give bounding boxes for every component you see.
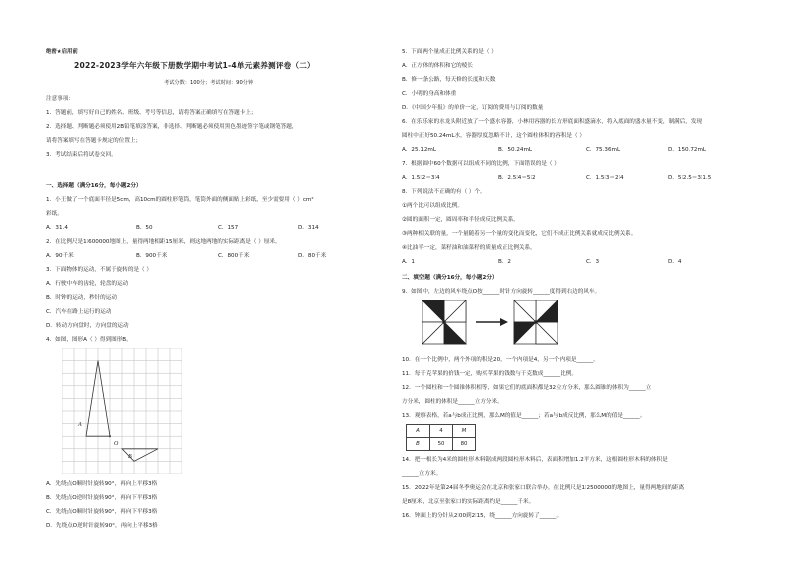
windmill-left [422,300,466,344]
q14-line1: 14．把一根长为4米的圆柱形木料锯成两段圆柱形木料后，表面积增加1.2平方米，这根圆柱形木料的体积是 [402,457,668,463]
q13-table [406,424,476,451]
q8-option-d: D．4 [668,259,682,265]
q8-option-b: B．2 [498,259,511,265]
note-3: 3．考试结束后将试卷交回。 [46,152,117,158]
q2-option-d: D．80千米 [298,253,327,259]
q1-option-a: A．31.4 [46,225,68,231]
exam-page [40,40,754,529]
q3-option-b: B．时钟的运动，秒针的运动 [46,295,117,301]
windmill-right [514,300,558,344]
q15-line2: 是8厘米，北京至张家口的实际距离约是______千米。 [402,499,535,505]
q4-grid-figure [62,348,182,474]
grid-lines [62,348,182,474]
q6-line1: 6．在乐乐家的水龙头附近放了一个盛水容器，小林用容器的长方形底面积盛滴水，将入底面的盛水量不变，制满后，发现 [402,119,703,125]
q7-text: 7．根据圆中60个数据可以组成不同的比例，下面错误的是（ ） [402,161,560,167]
q15-line1: 15．2022年是第24届冬季奥运会在北京和张家口联合举办。在比例尺是1∶2500000的地图上，量得两地间的距离 [402,485,685,491]
q3-option-c: C．汽车在路上运行的运动 [46,309,112,315]
q3-option-a: A．行驶中车的齿轮，轮盘的运动 [46,281,129,287]
q1-line1: 1．小王做了一个底面半径是5cm，高10cm的圆柱形笔筒，笔筒外面的侧面贴上彩纸，至少需要用（ ）cm² [46,197,314,203]
table-cell: 80 [453,438,476,451]
section2-heading: 二、填空题（满分16分，每小题2分） [402,275,498,281]
secret-label: 绝密★启用前 [46,49,78,55]
q2-option-b: B．900千米 [136,253,168,259]
point-o [109,435,111,437]
label-a: A [78,422,82,428]
q5-text: 5．下面两个量成正比例关系的是（ ） [402,49,497,55]
q8-item-3: ③两种相关联的量，一个量随着另一个量的变化而变化，它们不成正比例关系就成反比例关系。 [402,231,637,237]
note-2-line2: 请将答案填写在答题卡规定的位置上； [46,138,142,144]
label-o: O [114,441,119,447]
q2-option-a: A．90千米 [46,253,74,259]
q8-item-1: ①两个比可以组成比例。 [402,203,463,209]
q8-item-4: ④比油半一定，菜籽油和油菜籽的质量成正比例关系。 [402,245,536,251]
q5-option-a: A．正方体的体积和它的棱长 [402,63,473,69]
q11-text: 11．每千克苹果的价钱一定，购买苹果的钱数与千克数成______比例。 [402,371,577,377]
q13-text: 13．观察表格，若a与b成正比例，那么M的值是______；若a与b成反比例，那么M的值是______。 [402,413,646,419]
notes-heading: 注意事项： [46,96,74,102]
q2-text: 2．在比例尺是1∶600000地图上，量得两地相距15厘米，则这地两地的实际距离是（ ）厘米。 [46,239,281,245]
q7-option-c: C．1.5∶3＝2∶4 [586,175,624,181]
q6-option-a: A．25.12mL [402,147,436,153]
q6-line2: 圆柱中正好50.24mL水，容器厚度忽略不计，这个圆柱体积的容积是（ ） [402,133,585,139]
exam-title: 2022-2023学年六年级下册数学期中考试1-4单元素养测评卷（二） [74,61,315,70]
q12-line1: 12．一个圆柱和一个圆锥体积相等，如果它们的底面积都是32立方分米，那么圆锥的体积为______立 [402,385,652,391]
q9-windmill-figure [422,300,558,346]
note-2-line1: 2．选择题、判断题必须使用2B铅笔填涂答案，非选择、判断题必须使用黑色墨迹签字笔或钢笔答题， [46,124,298,130]
q3-text: 3．下面物体的运动，不属于旋转的是（ ） [46,267,153,273]
q7-option-a: A．1.5∶2＝3∶4 [402,175,440,181]
q16-text: 16．钟面上的分针从2∶00到2∶15，绕______方向旋转了______。 [402,513,563,519]
table-cell: B [407,438,430,451]
q6-option-b: B．50.24mL [498,147,533,153]
exam-info: 考试分数：100分；考试时间：90分钟 [164,80,254,86]
q12-line2: 方分米，圆柱的体积是______立方分米。 [402,399,503,405]
q6-option-d: D．150.72mL [668,147,707,153]
q4-option-d: D．先绕点O逆时针旋转90°，再向上平移3格 [46,523,158,529]
q8-item-2: ②圆的面积一定，圆周率和半径成反比例关系。 [402,217,519,223]
q4-text: 4．如图，图形A（ ）得到图形B。 [46,337,132,343]
table-row [407,425,476,438]
q5-option-c: C．小明的身高和体重 [402,91,457,97]
q8-option-a: A．1 [402,259,415,265]
q3-option-d: D．转动方向盘时，方向盘的运动 [46,323,129,329]
q9-text: 9．如图中，左边的风车绕点O按______时针方向旋转______度得到右边的风车。 [402,289,601,295]
label-b: B [128,454,132,460]
q5-option-b: B．修一条公路，每天修的长度和天数 [402,77,496,83]
table-cell: 4 [430,425,453,438]
note-1: 1．答题前，填写好自己的姓名、班级、考号等信息，请将答案正确填写在答题卡上； [46,110,257,116]
rotation-arrow [476,318,508,326]
q2-option-c: C．800千米 [218,253,250,259]
q6-option-c: C．75.36mL [586,147,621,153]
q10-text: 10．在一个比例中，两个外项的积是20，一个内项是4，另一个内项是______。 [402,357,599,363]
q4-option-c: C．先绕点O顺时针旋转90°，再向下平移3格 [46,509,158,515]
table-row [407,438,476,451]
q7-option-d: D．5∶2.5＝3∶1.5 [668,175,712,181]
q4-option-a: A．先绕点O顺时针旋转90°，再向上平移3格 [46,481,158,487]
q1-line2: 彩纸。 [46,211,63,217]
q1-option-b: B．50 [136,225,153,231]
q1-option-c: C．157 [218,225,239,231]
q8-option-c: C．3 [586,259,600,265]
section1-heading: 一、选择题（满分16分，每小题2分） [46,183,142,189]
q14-line2: ______立方米。 [402,471,442,477]
q5-option-d: D．《中国少年报》的单价一定，订阅的费用与订阅的数量 [402,105,544,111]
q1-option-d: D．314 [298,225,319,231]
q7-option-b: B．2.5∶4＝5∶2 [498,175,536,181]
table-cell: M [453,425,476,438]
table-cell: 50 [430,438,453,451]
q4-option-b: B．先绕点O逆时针旋转90°，再向下平移3格 [46,495,158,501]
table-cell: A [407,425,430,438]
q8-text: 8．下列说法不正确的有（ ）个。 [402,189,486,195]
